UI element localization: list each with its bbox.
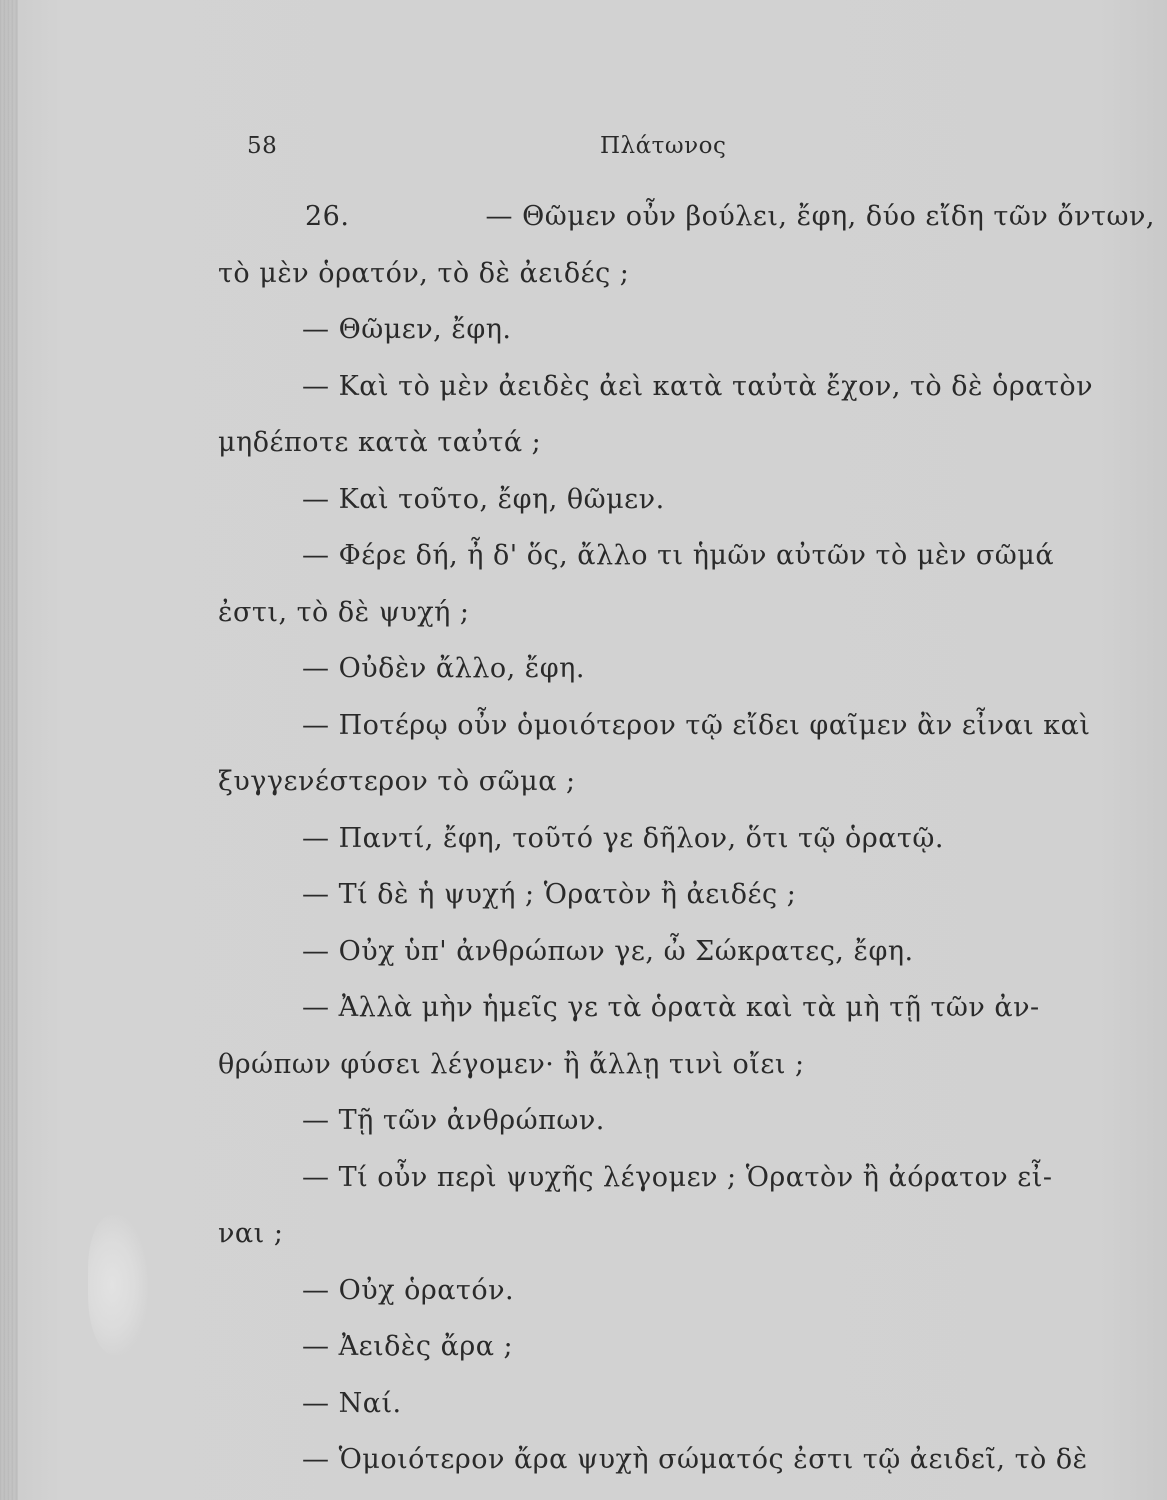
- text-line: — Θῶμεν οὖν βούλει, ἔφη, δύο εἴδη τῶν ὄντων,: [485, 201, 1155, 232]
- section-26-line-1: [305, 197, 1155, 237]
- section-26-line-17: — Τῇ τῶν ἀνθρώπων.: [302, 1105, 605, 1136]
- section-26-line-11: ξυγγενέστερον τὸ σῶμα ;: [218, 766, 576, 797]
- section-26-line-8: ἐστι, τὸ δὲ ψυχή ;: [218, 597, 470, 628]
- section-26-line-18: — Τί οὖν περὶ ψυχῆς λέγομεν ; Ὁρατὸν ἢ ἀόρατον εἶ-: [302, 1162, 1053, 1193]
- section-26-line-3: — Θῶμεν, ἔφη.: [302, 314, 512, 345]
- section-26-line-22: — Ναί.: [302, 1388, 402, 1419]
- section-26-line-14: — Οὐχ ὑπ' ἀνθρώπων γε, ὦ Σώκρατες, ἔφη.: [302, 936, 914, 967]
- paper-stain: [88, 1215, 148, 1355]
- section-26-line-21: — Ἀειδὲς ἄρα ;: [302, 1331, 514, 1362]
- section-26-line-4: — Καὶ τὸ μὲν ἀειδὲς ἀεὶ κατὰ ταὐτὰ ἔχον, τὸ δὲ ὁρατὸν: [302, 371, 1094, 402]
- section-26-line-16: θρώπων φύσει λέγομεν· ἢ ἄλλῃ τινὶ οἴει ;: [218, 1049, 805, 1080]
- section-26-line-23: — Ὁμοιότερον ἄρα ψυχὴ σώματός ἐστι τῷ ἀειδεῖ, τὸ δὲ: [302, 1444, 1088, 1475]
- page-edge: [0, 0, 18, 1500]
- section-26-line-2: τὸ μὲν ὁρατόν, τὸ δὲ ἀειδές ;: [218, 258, 630, 289]
- section-26-line-7: — Φέρε δή, ἦ δ' ὅς, ἄλλο τι ἡμῶν αὐτῶν τὸ μὲν σῶμά: [302, 540, 1055, 571]
- section-number: 26.: [305, 201, 350, 232]
- section-26-line-13: — Τί δὲ ἡ ψυχή ; Ὁρατὸν ἢ ἀειδές ;: [302, 879, 797, 910]
- section-26-line-19: ναι ;: [218, 1218, 284, 1249]
- section-26-line-6: — Καὶ τοῦτο, ἔφη, θῶμεν.: [302, 484, 665, 515]
- section-26-line-10: — Ποτέρῳ οὖν ὁμοιότερον τῷ εἴδει φαῖμεν ἂν εἶναι καὶ: [302, 710, 1091, 741]
- section-26-line-5: μηδέποτε κατὰ ταὐτά ;: [218, 427, 542, 458]
- section-26-line-20: — Οὐχ ὁρατόν.: [302, 1275, 515, 1306]
- running-title: Πλάτωνος: [600, 133, 727, 159]
- section-26-line-9: — Οὐδὲν ἄλλο, ἔφη.: [302, 653, 585, 684]
- section-26-line-15: — Ἀλλὰ μὴν ἡμεῖς γε τὰ ὁρατὰ καὶ τὰ μὴ τῇ τῶν ἀν-: [302, 992, 1040, 1023]
- section-26-line-12: — Παντί, ἔφη, τοῦτό γε δῆλον, ὅτι τῷ ὁρατῷ.: [302, 823, 944, 854]
- page-number: 58: [247, 133, 278, 159]
